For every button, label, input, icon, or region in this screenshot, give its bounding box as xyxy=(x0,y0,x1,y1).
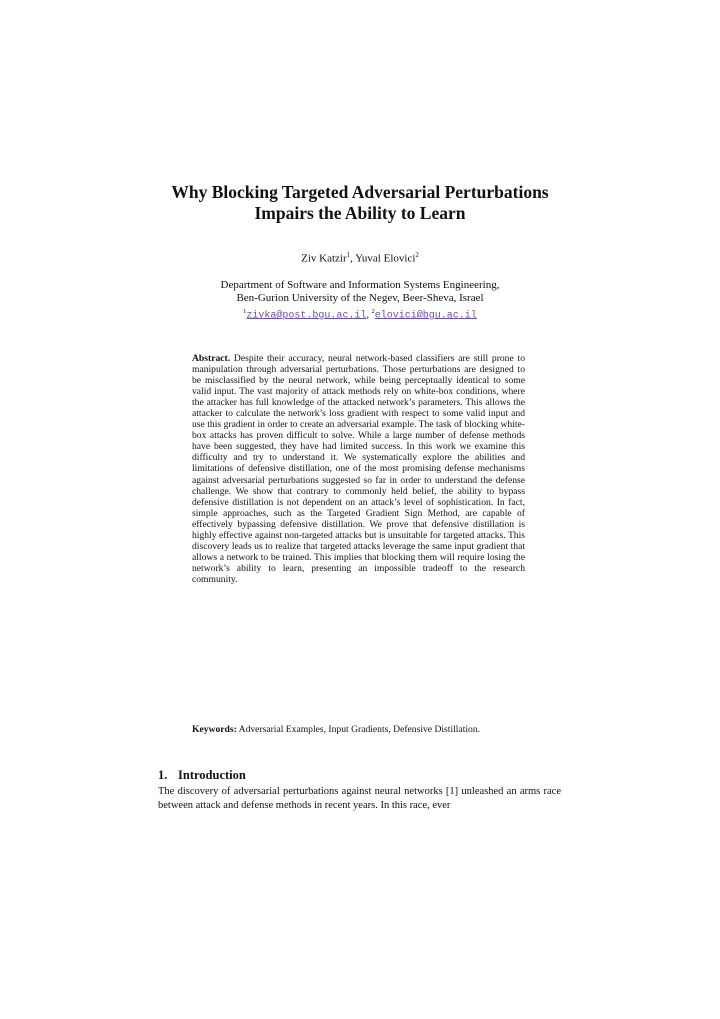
section-heading xyxy=(158,768,246,783)
author-name: Ziv Katzir xyxy=(301,252,347,265)
abstract-text: Despite their accuracy, neural network-based classifiers are still prone to manipulation through adversarial perturbations. Those perturbations are designed to be misclassified by the neural network, while being perceptually identical to some valid input. The vast majority of attack methods rely on white-box conditions, where the attacker has full knowledge of the attacked network’s parameters. This allows the attacker to calculate the network’s loss gradient with respect to some valid input and use this gradient in order to create an adversarial example. The task of blocking white-box attacks has proven difficult to solve. While a large number of defense methods have been suggested, they have had limited success. In this work we examine this difficulty and try to understand it. We systematically explore the abilities and limitations of defensive distillation, one of the most promising defense mechanisms against adversarial perturbations suggested so far in order to understand the defense challenge. We show that contrary to commonly held belief, the ability to bypass defensive distillation is not dependent on an attack’s level of sophistication. In fact, simple approaches, such as the Targeted Gradient Sign Method, are capable of effectively bypassing defensive distillation. We prove that defensive distillation is highly effective against non-targeted attacks but is unsuitable for targeted attacks. This discovery leads us to realize that targeted attacks leverage the same input gradient that allows a network to be trained. This implies that blocking them will require losing the network’s ability to learn, presenting an impossible tradeoff to the research community. xyxy=(192,353,525,585)
author-separator: , xyxy=(350,252,356,265)
keywords-label: Keywords: xyxy=(192,724,237,735)
section-number: 1. xyxy=(158,768,168,782)
section-title: Introduction xyxy=(178,768,246,782)
author-name: Yuval Elovici xyxy=(355,252,416,265)
paper-title xyxy=(150,182,570,224)
email-line xyxy=(160,305,560,322)
email-affil-mark: 2 xyxy=(371,308,375,315)
affiliation-university: Ben-Gurion University of the Negev, Beer-Sheva, Israel xyxy=(236,292,484,304)
affiliation-department: Department of Software and Information Systems Engineering, xyxy=(220,279,500,291)
author-affil-mark: 1 xyxy=(346,251,351,259)
author-list xyxy=(160,249,560,266)
intro-paragraph: The discovery of adversarial perturbations against neural networks [1] unleashed an arms race between attack and defense methods in recent years. In this race, ever xyxy=(158,786,561,811)
abstract xyxy=(192,353,525,585)
title-line-1: Why Blocking Targeted Adversarial Perturbations xyxy=(171,182,549,202)
author-affil-mark: 2 xyxy=(415,251,419,259)
email-link[interactable]: elovici@bgu.ac.il xyxy=(374,310,477,322)
abstract-label: Abstract. xyxy=(192,353,231,364)
keywords-text: Adversarial Examples, Input Gradients, Defensive Distillation. xyxy=(238,724,481,735)
email-link[interactable]: zivka@post.bgu.ac.il xyxy=(246,310,367,322)
keywords xyxy=(192,724,552,736)
email-separator: , xyxy=(366,309,372,321)
title-line-2: Impairs the Ability to Learn xyxy=(254,203,466,223)
affiliation-block xyxy=(160,279,560,322)
email-affil-mark: 1 xyxy=(243,308,247,315)
